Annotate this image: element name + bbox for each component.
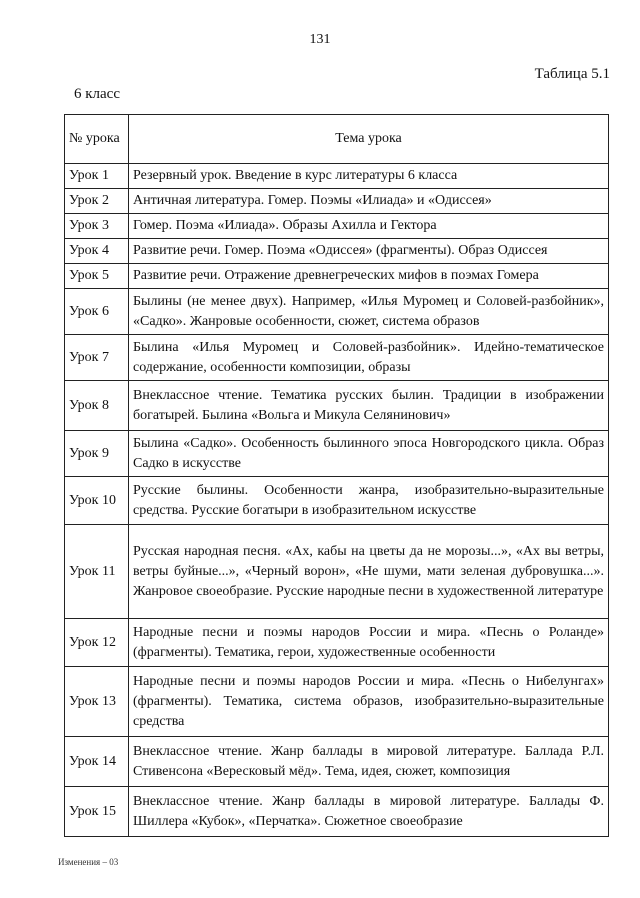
- table-row: [65, 164, 609, 189]
- lesson-number-cell: Урок 5: [65, 264, 129, 289]
- table-header-row: [65, 115, 609, 164]
- table-row: [65, 264, 609, 289]
- lesson-number-cell: Урок 13: [65, 667, 129, 737]
- lesson-number-cell: Урок 3: [65, 214, 129, 239]
- lesson-number-cell: Урок 2: [65, 189, 129, 214]
- lessons-table: [64, 114, 609, 837]
- table-row: [65, 289, 609, 335]
- table-row: [65, 431, 609, 477]
- lesson-topic-cell: Внеклассное чтение. Жанр баллады в мировой литературе. Баллада Р.Л. Стивенсона «Вересковый мёд». Тема, идея, сюжет, композиция: [129, 737, 609, 787]
- lesson-topic-cell: Античная литература. Гомер. Поэмы «Илиада» и «Одиссея»: [129, 189, 609, 214]
- lesson-topic-cell: Былина «Садко». Особенность былинного эпоса Новгородского цикла. Образ Садко в искусстве: [129, 431, 609, 477]
- lesson-topic-cell: Внеклассное чтение. Жанр баллады в мировой литературе. Баллады Ф. Шиллера «Кубок», «Перчатка». Сюжетное своеобразие: [129, 787, 609, 837]
- class-label: 6 класс: [74, 86, 120, 102]
- lesson-number-cell: Урок 14: [65, 737, 129, 787]
- column-header-lesson-number: № урока: [65, 115, 129, 164]
- table-row: [65, 381, 609, 431]
- lesson-topic-cell: Былина «Илья Муромец и Соловей-разбойник». Идейно-тематическое содержание, особенности композиции, образы: [129, 335, 609, 381]
- table-row: [65, 525, 609, 619]
- table-row: [65, 477, 609, 525]
- table-row: [65, 737, 609, 787]
- table-row: [65, 239, 609, 264]
- lesson-topic-cell: Развитие речи. Отражение древнегреческих мифов в поэмах Гомера: [129, 264, 609, 289]
- table-caption: Таблица 5.1: [534, 66, 610, 82]
- lesson-topic-cell: Русские былины. Особенности жанра, изобразительно-выразительные средства. Русские богатыри в изобразительном искусстве: [129, 477, 609, 525]
- table-row: [65, 619, 609, 667]
- lesson-topic-cell: Народные песни и поэмы народов России и мира. «Песнь о Нибелунгах» (фрагменты). Тематика, система образов, изобразительно-выразительные средства: [129, 667, 609, 737]
- lesson-number-cell: Урок 4: [65, 239, 129, 264]
- lesson-topic-cell: Народные песни и поэмы народов России и мира. «Песнь о Роланде» (фрагменты). Тематика, герои, художественные особенности: [129, 619, 609, 667]
- lesson-number-cell: Урок 9: [65, 431, 129, 477]
- lesson-topic-cell: Резервный урок. Введение в курс литературы 6 класса: [129, 164, 609, 189]
- lesson-number-cell: Урок 15: [65, 787, 129, 837]
- column-header-lesson-topic: Тема урока: [129, 115, 609, 164]
- table-row: [65, 787, 609, 837]
- lesson-number-cell: Урок 6: [65, 289, 129, 335]
- lesson-number-cell: Урок 8: [65, 381, 129, 431]
- footer-revision-note: Изменения – 03: [58, 857, 119, 867]
- page-number: 131: [309, 32, 331, 47]
- lesson-number-cell: Урок 1: [65, 164, 129, 189]
- lesson-topic-cell: Развитие речи. Гомер. Поэма «Одиссея» (фрагменты). Образ Одиссея: [129, 239, 609, 264]
- lesson-number-cell: Урок 7: [65, 335, 129, 381]
- table-row: [65, 189, 609, 214]
- lesson-number-cell: Урок 11: [65, 525, 129, 619]
- lesson-topic-cell: Русская народная песня. «Ах, кабы на цветы да не морозы...», «Ах вы ветры, ветры буйные...», «Черный ворон», «Не шуми, мати зеленая дубровушка...». Жанровое своеобразие. Русские народные песни в художественной литературе: [129, 525, 609, 619]
- lesson-topic-cell: Гомер. Поэма «Илиада». Образы Ахилла и Гектора: [129, 214, 609, 239]
- table-row: [65, 214, 609, 239]
- lesson-number-cell: Урок 12: [65, 619, 129, 667]
- table-body: [65, 164, 609, 837]
- lesson-topic-cell: Внеклассное чтение. Тематика русских былин. Традиции в изображении богатырей. Былина «Вольга и Микула Селянинович»: [129, 381, 609, 431]
- lesson-topic-cell: Былины (не менее двух). Например, «Илья Муромец и Соловей-разбойник», «Садко». Жанровые особенности, сюжет, система образов: [129, 289, 609, 335]
- table-row: [65, 667, 609, 737]
- lesson-number-cell: Урок 10: [65, 477, 129, 525]
- table-row: [65, 335, 609, 381]
